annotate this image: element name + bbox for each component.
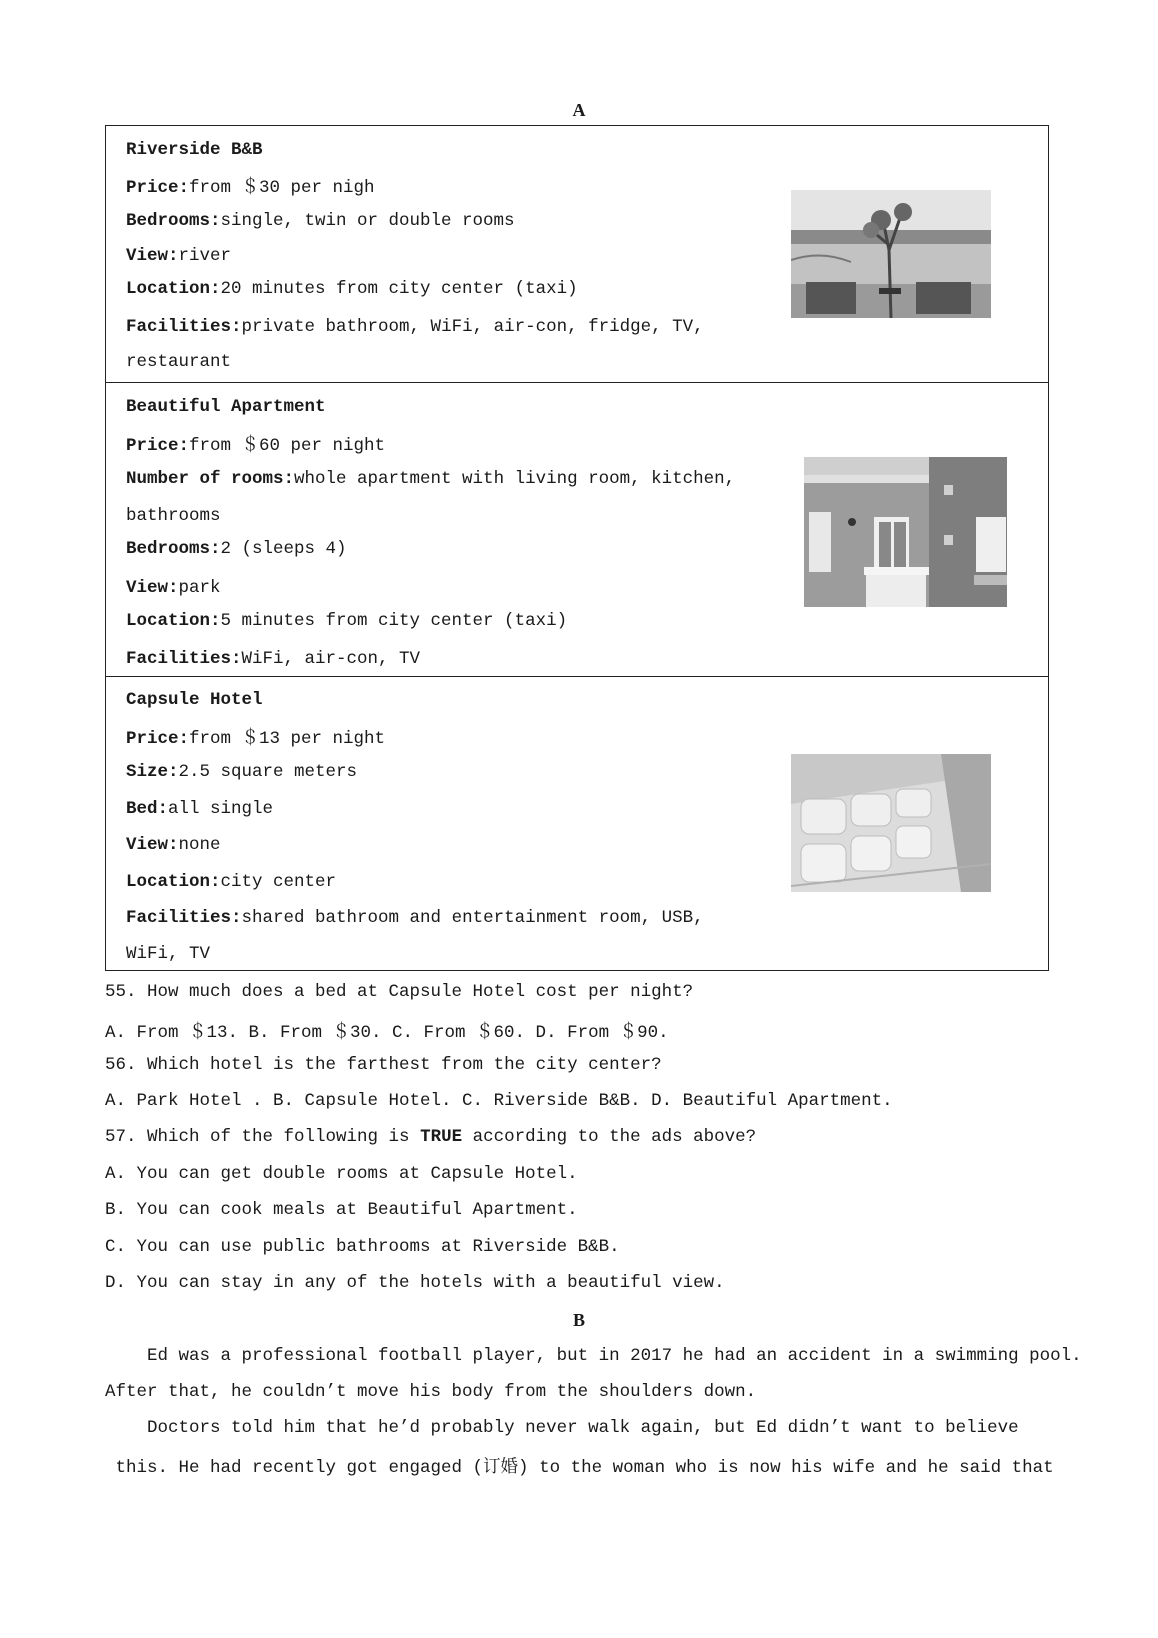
- passage-line: Doctors told him that he’d probably never walk again, but Ed didn’t want to believe: [105, 1418, 1019, 1438]
- ad-field: Number of rooms:whole apartment with living room, kitchen,: [126, 469, 736, 489]
- question-57-option-c: C. You can use public bathrooms at Riverside B&B.: [105, 1237, 620, 1257]
- ad-field: Location:5 minutes from city center (taxi): [126, 611, 568, 631]
- ad-field: View:park: [126, 578, 221, 598]
- passage-line: After that, he couldn’t move his body from the shoulders down.: [105, 1382, 757, 1402]
- section-b-letter: B: [572, 1310, 585, 1330]
- ad-name: Capsule Hotel: [126, 690, 263, 710]
- ad-field: Bedrooms:2 (sleeps 4): [126, 539, 347, 559]
- section-a-letter: A: [572, 100, 586, 120]
- ad-field: View:river: [126, 246, 232, 266]
- question-56-options: A. Park Hotel . B. Capsule Hotel. C. Riverside B&B. D. Beautiful Apartment.: [105, 1091, 893, 1111]
- question-57-stem: 57. Which of the following is TRUE according to the ads above?: [105, 1127, 757, 1147]
- apartment-photo: [804, 457, 1007, 607]
- question-56-stem: 56. Which hotel is the farthest from the city center?: [105, 1055, 662, 1075]
- ads-table: [105, 125, 1049, 971]
- capsule-photo: [791, 754, 991, 892]
- ad-field: Price:from ＄60 per night: [126, 436, 386, 456]
- ad-divider: [106, 382, 1048, 383]
- ad-field: Price:from ＄30 per nigh: [126, 178, 375, 198]
- ad-field: Location:20 minutes from city center (taxi): [126, 279, 578, 299]
- ad-field: Facilities:WiFi, air-con, TV: [126, 649, 421, 669]
- riverside-photo: [791, 190, 991, 318]
- ad-field: Location:city center: [126, 872, 337, 892]
- ad-field: Bedrooms:single, twin or double rooms: [126, 211, 515, 231]
- question-55-options: A. From ＄13. B. From ＄30. C. From ＄60. D. From ＄90.: [105, 1023, 669, 1043]
- question-57-option-d: D. You can stay in any of the hotels with a beautiful view.: [105, 1273, 725, 1293]
- ad-divider: [106, 676, 1048, 677]
- question-57-option-b: B. You can cook meals at Beautiful Apartment.: [105, 1200, 578, 1220]
- ad-field: Facilities:private bathroom, WiFi, air-con, fridge, TV,: [126, 317, 704, 337]
- ad-field-continuation: restaurant: [126, 352, 232, 372]
- ad-field-continuation: WiFi, TV: [126, 944, 211, 964]
- ad-field: View:none: [126, 835, 221, 855]
- question-55-stem: 55. How much does a bed at Capsule Hotel cost per night?: [105, 982, 694, 1002]
- passage-line: this. He had recently got engaged (订婚) to the woman who is now his wife and he said that: [105, 1458, 1054, 1478]
- ad-field: Bed:all single: [126, 799, 274, 819]
- ad-field-continuation: bathrooms: [126, 506, 221, 526]
- ad-name: Beautiful Apartment: [126, 397, 326, 417]
- ad-field: Size:2.5 square meters: [126, 762, 358, 782]
- passage-line: Ed was a professional football player, but in 2017 he had an accident in a swimming pool.: [105, 1346, 1082, 1366]
- ad-field: Price:from ＄13 per night: [126, 729, 386, 749]
- ad-field: Facilities:shared bathroom and entertainment room, USB,: [126, 908, 704, 928]
- ad-name: Riverside B&B: [126, 140, 263, 160]
- question-57-option-a: A. You can get double rooms at Capsule Hotel.: [105, 1164, 578, 1184]
